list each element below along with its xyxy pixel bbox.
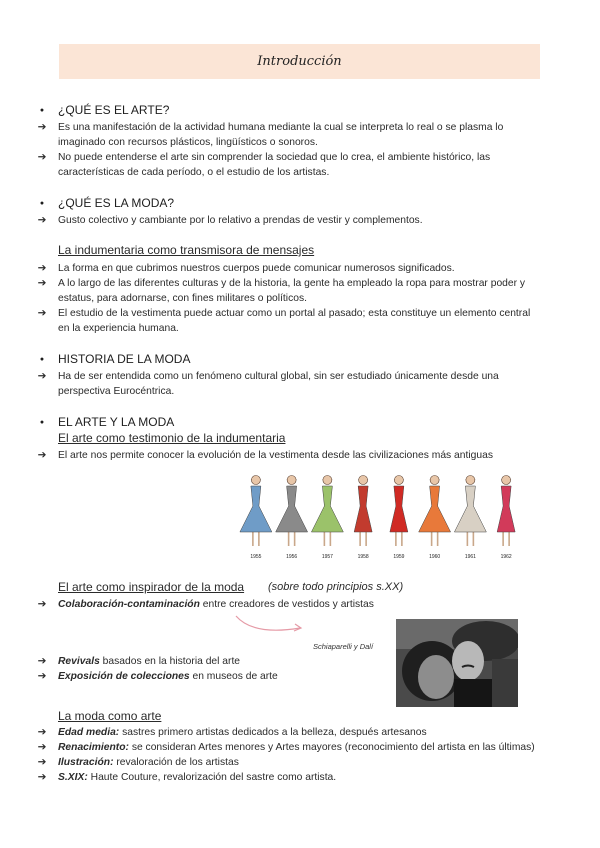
item-text: se consideran Artes menores y Artes mayores (reconocimiento del artista en las últimas) xyxy=(128,742,535,753)
arrow-marker: ➔ xyxy=(37,599,47,610)
dress-evolution-illustration xyxy=(238,470,524,562)
heading-text: ¿QUÉ ES LA MODA? xyxy=(58,196,175,210)
item-text: en museos de arte xyxy=(189,671,278,682)
list-item-continuation: perspectiva Eurocéntrica. xyxy=(58,386,175,397)
subheading-inspirador xyxy=(58,580,244,595)
item-text: basados en la historia del arte xyxy=(99,656,241,667)
arrow-marker: ➔ xyxy=(37,308,47,319)
arrow-marker: ➔ xyxy=(37,450,47,461)
item-text: El arte nos permite conocer la evolución de la vestimenta desde las civilizaciones más antiguas xyxy=(58,450,493,461)
bullet-marker: ● xyxy=(39,107,45,114)
arrow-marker: ➔ xyxy=(37,122,47,133)
arrow-marker: ➔ xyxy=(37,263,47,274)
bold-term: Renacimiento: xyxy=(58,742,129,753)
year-label: 1958 xyxy=(357,554,369,560)
year-label: 1956 xyxy=(286,554,298,560)
bold-term: Revivals xyxy=(58,656,100,667)
year-label: 1957 xyxy=(321,554,333,560)
schiaparelli-dali-photo xyxy=(396,619,518,707)
bold-term: Exposición de colecciones xyxy=(58,671,190,682)
bold-term: Colaboración-contaminación xyxy=(58,599,200,610)
year-label: 1955 xyxy=(250,554,262,560)
bullet-marker: ● xyxy=(39,419,45,426)
arrow-marker: ➔ xyxy=(37,371,47,382)
bullet-marker: ● xyxy=(39,356,45,363)
item-text: Ha de ser entendida como un fenómeno cultural global, sin ser estudiado únicamente desde una xyxy=(58,371,499,382)
dress-figure xyxy=(497,476,515,547)
dress-figure xyxy=(240,476,272,547)
list-item-continuation: en la experiencia humana. xyxy=(58,323,179,334)
heading-text: HISTORIA DE LA MODA xyxy=(58,352,191,366)
dress-figure xyxy=(390,476,408,547)
subheading-indumentaria: La indumentaria como transmisora de mensajes xyxy=(58,243,315,257)
arrow-marker: ➔ xyxy=(37,656,47,667)
dress-figure xyxy=(419,476,451,547)
bullet-marker: ● xyxy=(39,200,45,207)
arrow-marker: ➔ xyxy=(37,671,47,682)
year-label: 1962 xyxy=(500,554,512,560)
arrow-marker: ➔ xyxy=(37,742,47,753)
item-text: El estudio de la vestimenta puede actuar como un portal al pasado; esta constituye un elemento central xyxy=(58,308,531,319)
list-item-continuation: imaginado con recursos plásticos, lingüísticos o sonoros. xyxy=(58,137,318,148)
pointer-arrow-icon xyxy=(232,610,312,640)
title-banner xyxy=(59,44,540,79)
arrow-marker: ➔ xyxy=(37,152,47,163)
year-label: 1959 xyxy=(393,554,405,560)
page-title: Introducción xyxy=(257,54,342,69)
dress-figure xyxy=(354,476,372,547)
year-label: 1961 xyxy=(464,554,476,560)
arrow-marker: ➔ xyxy=(37,727,47,738)
arrow-marker: ➔ xyxy=(37,757,47,768)
bold-term: S.XIX: xyxy=(58,772,88,783)
list-item-continuation: características de cada período, o el estudio de los artistas. xyxy=(58,167,330,178)
year-label: 1960 xyxy=(429,554,441,560)
subheading-note: (sobre todo principios s.XX) xyxy=(268,581,404,593)
item-text: Haute Couture, revalorización del sastre como artista. xyxy=(87,772,337,783)
heading-text: ¿QUÉ ES EL ARTE? xyxy=(58,103,170,117)
dress-figure xyxy=(276,476,308,547)
item-text: revaloración de los artistas xyxy=(113,757,239,768)
dress-figure xyxy=(454,476,486,547)
photo-caption: Schiaparelli y Dalí xyxy=(313,642,374,651)
arrow-marker: ➔ xyxy=(37,215,47,226)
dress-figure xyxy=(311,476,343,547)
arrow-marker: ➔ xyxy=(37,278,47,289)
item-text: Es una manifestación de la actividad humana mediante la cual se interpreta lo real o se plasma lo xyxy=(58,122,504,133)
item-text: entre creadores de vestidos y artistas xyxy=(199,599,374,610)
list-item-continuation: estatus, para adornarse, con fines militares o políticos. xyxy=(58,293,307,304)
bold-term: Edad media: xyxy=(58,727,120,738)
bold-term: Ilustración: xyxy=(58,757,114,768)
item-text: No puede entenderse el arte sin comprender la sociedad que lo crea, el ambiente histórico, las xyxy=(58,152,491,163)
subheading-testimonio: El arte como testimonio de la indumentaria xyxy=(58,431,286,445)
item-text: Gusto colectivo y cambiante por lo relativo a prendas de vestir y complementos. xyxy=(58,215,423,226)
subheading-text: El arte como inspirador de la moda xyxy=(58,580,245,594)
subheading-moda-arte: La moda como arte xyxy=(58,709,162,723)
heading-text: EL ARTE Y LA MODA xyxy=(58,415,175,429)
item-text: sastres primero artistas dedicados a la belleza, después artesanos xyxy=(119,727,427,738)
item-text: A lo largo de las diferentes culturas y de la historia, la gente ha empleado la ropa para mostrar poder y xyxy=(58,278,526,289)
arrow-marker: ➔ xyxy=(37,772,47,783)
item-text: La forma en que cubrimos nuestros cuerpos puede comunicar numerosos significados. xyxy=(58,263,455,274)
